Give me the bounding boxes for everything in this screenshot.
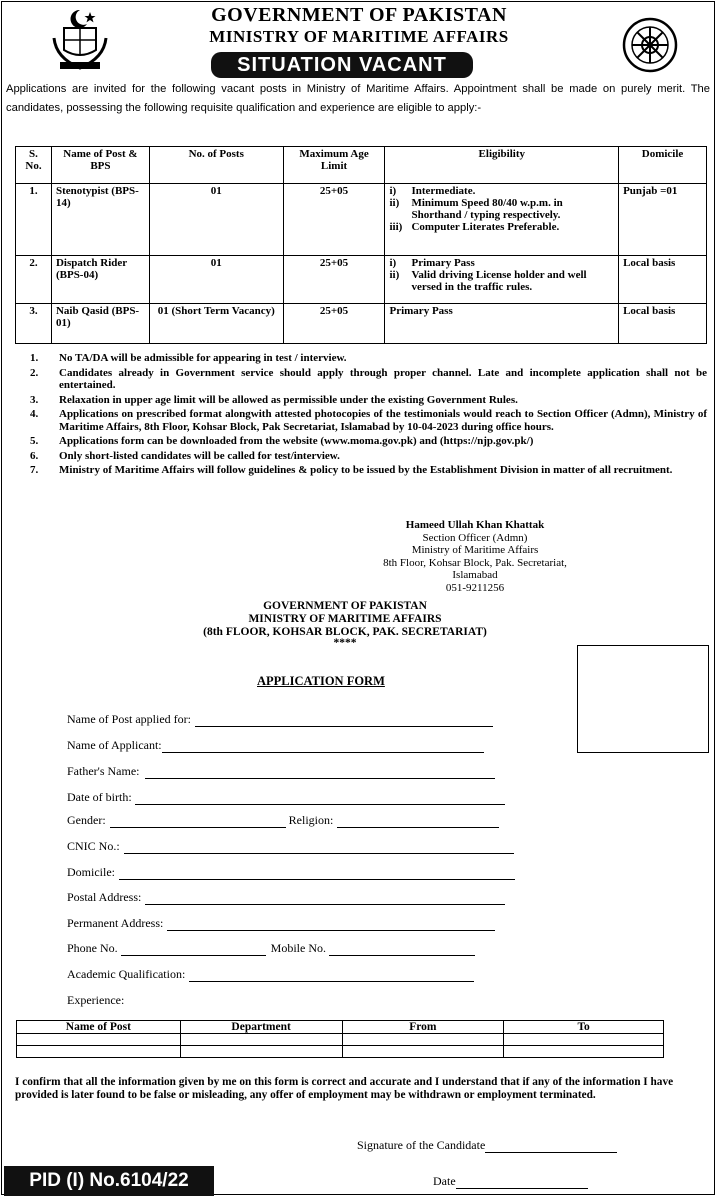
exp-col-department: Department <box>180 1021 342 1034</box>
application-form-title: APPLICATION FORM <box>257 674 385 688</box>
terms-list <box>30 352 707 479</box>
intro-paragraph: Applications are invited for the following vacant posts in Ministry of Maritime Affairs. Appointment shall be made on purely merit. The candidates, possessing the following requisite qualification and experience are eligible to apply:- <box>6 83 710 114</box>
col-eligibility: Eligibility <box>385 147 619 184</box>
permanent-address-input[interactable] <box>167 919 495 931</box>
experience-table <box>16 1020 664 1058</box>
eligibility-item: Primary Pass <box>389 305 453 317</box>
eligibility-item: iii) Computer Literates Preferable. <box>389 221 560 233</box>
list-item: 3. Relaxation in upper age limit will be allowed as permissible under the existing Government Rules. <box>30 393 518 406</box>
list-item: 7. Ministry of Maritime Affairs will follow guidelines & policy to be issued by the Establishment Division in matter of all recruitment. <box>30 464 673 476</box>
col-count: No. of Posts <box>149 147 283 184</box>
signatory-address: 8th Floor, Kohsar Block, Pak. Secretariat, <box>383 556 567 569</box>
list-item: 1. No TA/DA will be admissible for appearing in test / interview. <box>30 352 347 364</box>
table-cell[interactable] <box>342 1034 504 1046</box>
field-applicant: Name of Applicant: <box>67 738 484 753</box>
age-cell: 25+05 <box>283 184 385 256</box>
eligibility-cell <box>385 256 619 304</box>
eligibility-item: i) Primary Pass <box>389 257 475 269</box>
age-cell: 25+05 <box>283 304 385 344</box>
applicant-name-input[interactable] <box>162 741 484 753</box>
col-sno: S. No. <box>16 147 52 184</box>
col-post: Name of Post & BPS <box>51 147 149 184</box>
post-cell: Dispatch Rider (BPS-04) <box>51 256 149 304</box>
confirmation-statement: I confirm that all the information given by me on this form is correct and accurate and I understand that if any of the information I have provided is later found to be false or misleading, any offer of employment may be withdrawn or employment terminated. <box>15 1076 674 1101</box>
table-cell[interactable] <box>180 1046 342 1058</box>
count-cell: 01 (Short Term Vacancy) <box>149 304 283 344</box>
posts-table <box>15 146 707 344</box>
date-input[interactable] <box>456 1177 588 1189</box>
col-age: Maximum Age Limit <box>283 147 385 184</box>
signature-field: Signature of the Candidate <box>357 1138 617 1153</box>
list-item: 2. Candidates already in Government service should apply through proper channel. Late and incomplete application shall not be entertained. <box>30 366 707 391</box>
domicile-cell: Local basis <box>619 304 707 344</box>
eligibility-item: ii) Valid driving License holder and well versed in the traffic rules. <box>389 269 587 293</box>
dob-input[interactable] <box>135 793 505 805</box>
form-header-line3: (8th FLOOR, KOHSAR BLOCK, PAK. SECRETARIAT) <box>203 626 487 638</box>
religion-input[interactable] <box>337 816 499 828</box>
table-row <box>17 1034 664 1046</box>
field-cnic: CNIC No.: <box>67 839 514 854</box>
table-cell[interactable] <box>504 1046 664 1058</box>
sno-cell: 2. <box>16 256 52 304</box>
list-item: 4. Applications on prescribed format alongwith attested photocopies of the testimonials would reach to Section Officer (Admn), Ministry of Maritime Affairs, 8th Floor, Kohsar Block, Pak Secretariat, Islamabad by 10-04-2023 during office hours. <box>30 408 707 433</box>
signatory-city: Islamabad <box>452 569 498 581</box>
cnic-input[interactable] <box>124 842 514 854</box>
eligibility-cell <box>385 184 619 256</box>
domicile-cell: Punjab =01 <box>619 184 707 256</box>
eligibility-item: ii) Minimum Speed 80/40 w.p.m. in Shorthand / typing respectively. <box>389 197 563 221</box>
table-row <box>16 304 707 344</box>
form-header-stars: **** <box>333 637 357 649</box>
col-domicile: Domicile <box>619 147 707 184</box>
list-item: 6. Only short-listed candidates will be called for test/interview. <box>30 449 340 462</box>
eligibility-cell <box>385 304 619 344</box>
gender-input[interactable] <box>110 816 286 828</box>
father-name-input[interactable] <box>145 767 495 779</box>
signatory-block <box>330 519 620 594</box>
post-cell: Stenotypist (BPS-14) <box>51 184 149 256</box>
age-cell: 25+05 <box>283 256 385 304</box>
count-cell: 01 <box>149 256 283 304</box>
table-row <box>17 1046 664 1058</box>
photo-box <box>577 645 709 753</box>
table-row <box>16 256 707 304</box>
exp-col-to: To <box>504 1021 664 1034</box>
posts-table-header <box>16 147 707 184</box>
signatory-phone: 051-9211256 <box>445 581 505 594</box>
signature-input[interactable] <box>485 1141 617 1153</box>
mobile-input[interactable] <box>329 944 475 956</box>
header-ministry: MINISTRY OF MARITIME AFFAIRS <box>209 27 509 46</box>
list-item: 5. Applications form can be downloaded from the website (www.moma.gov.pk) and (https://njp.gov.pk/) <box>30 435 534 447</box>
form-header-line2: MINISTRY OF MARITIME AFFAIRS <box>248 613 442 625</box>
sno-cell: 3. <box>16 304 52 344</box>
field-gender: Gender: Religion: <box>67 813 499 828</box>
field-phone: Phone No. Mobile No. <box>67 941 475 956</box>
form-header <box>0 600 690 647</box>
table-row <box>16 184 707 256</box>
experience-table-header <box>17 1021 664 1034</box>
academic-input[interactable] <box>189 970 474 982</box>
date-field: Date <box>433 1174 588 1189</box>
eligibility-item: i) Intermediate. <box>389 185 476 197</box>
count-cell: 01 <box>149 184 283 256</box>
field-father: Father's Name: <box>67 764 495 779</box>
table-cell[interactable] <box>17 1046 181 1058</box>
domicile-cell: Local basis <box>619 256 707 304</box>
table-cell[interactable] <box>180 1034 342 1046</box>
signatory-name: Hameed Ullah Khan Khattak <box>405 519 545 531</box>
form-header-line1: GOVERNMENT OF PAKISTAN <box>263 600 427 612</box>
field-postal-address: Postal Address: <box>67 890 505 905</box>
post-cell: Naib Qasid (BPS-01) <box>51 304 149 344</box>
table-cell[interactable] <box>504 1034 664 1046</box>
sno-cell: 1. <box>16 184 52 256</box>
field-experience: Experience: <box>67 993 125 1007</box>
field-dob: Date of birth: <box>67 790 505 805</box>
table-cell[interactable] <box>342 1046 504 1058</box>
exp-col-post: Name of Post <box>17 1021 181 1034</box>
field-post-applied: Name of Post applied for: <box>67 712 493 727</box>
post-applied-input[interactable] <box>195 715 493 727</box>
signatory-designation: Section Officer (Admn) <box>422 531 528 544</box>
header-government: GOVERNMENT OF PAKISTAN <box>211 4 507 26</box>
phone-input[interactable] <box>121 944 266 956</box>
field-permanent-address: Permanent Address: <box>67 916 495 931</box>
situation-vacant-banner: SITUATION VACANT <box>211 52 473 78</box>
domicile-input[interactable] <box>119 868 515 880</box>
exp-col-from: From <box>342 1021 504 1034</box>
signatory-org: Ministry of Maritime Affairs <box>411 544 539 556</box>
field-academic: Academic Qualification: <box>67 967 474 982</box>
field-domicile: Domicile: <box>67 865 515 880</box>
pid-number-badge: PID (I) No.6104/22 <box>4 1166 214 1196</box>
table-cell[interactable] <box>17 1034 181 1046</box>
postal-address-input[interactable] <box>145 893 505 905</box>
